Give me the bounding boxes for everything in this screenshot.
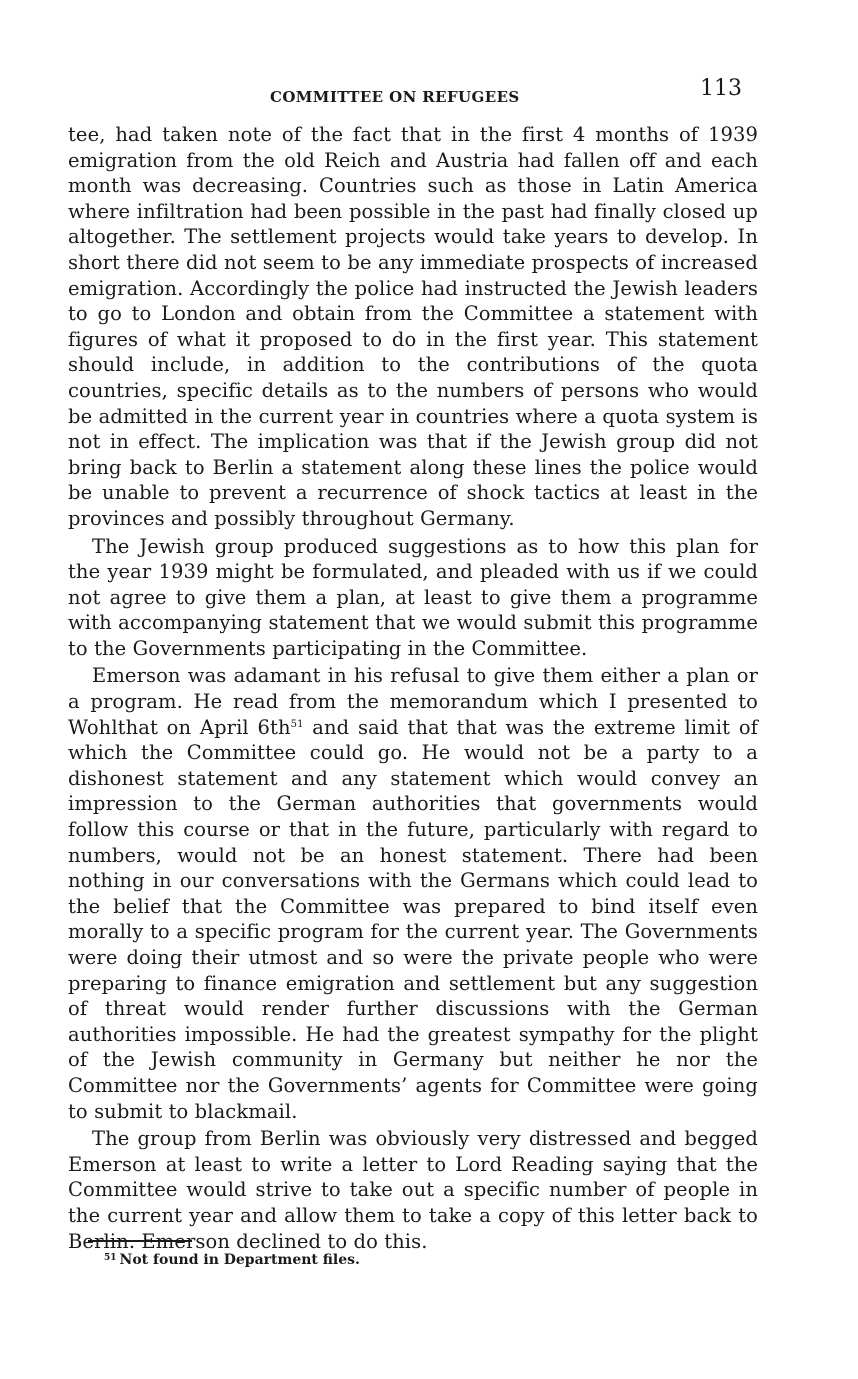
paragraph-text: The Jewish group produced suggestions as to how this plan for the year 1939 might be formulated, and pleaded with us if we could not agree to give them a plan, at least to give them a programme with accompanying statement that we would submit this programme to the Governments participating in the Committee.	[68, 534, 758, 660]
paragraph-text: tee, had taken note of the fact that in the first 4 months of 1939 emigration from the old Reich and Austria had fallen off and each month was decreasing. Countries such as those in Latin America where infiltration had been possible in the past had finally closed up altogether. The settlement projects would take years to develop. In short there did not seem to be any immediate prospects of increased emigration. Accordingly the police had instructed the Jewish leaders to go to London and obtain from the Committee a statement with figures of what it proposed to do in the first year. This statement should include, in addition to the contributions of the quota countries, specific details as to the numbers of persons who would be admitted in the current year in countries where a quota system is not in effect. The implication was that if the Jewish group did not bring back to Berlin a statement along these lines the police would be unable to prevent a recurrence of shock tactics at least in the provinces and possibly throughout Germany.	[68, 123, 758, 530]
page-number: 113	[700, 76, 742, 101]
footnote-reference: 51	[290, 718, 304, 730]
paragraph-text: Emerson was adamant in his refusal to give them either a plan or a program. He read from the memorandum which I presented to Wohlthat on April 6th	[68, 664, 758, 739]
footnote-divider	[88, 1240, 192, 1242]
paragraph-continuation	[68, 122, 758, 532]
footnote-text: Not found in Department files.	[119, 1252, 360, 1268]
paragraph-text: and said that that was the extreme limit of which the Committee could go. He would not be a party to a dishonest statement and any statement which would convey an impression to the German authorities that governments would follow this course or that in the future, particularly with regard to numbers, would not be an honest statement. There had been nothing in our conversations with the Germans which could lead to the belief that the Committee was prepared to bind itself even morally to a specific program for the current year. The Governments were doing their utmost and so were the private people who were preparing to finance emigration and settlement but any suggestion of threat would render further discussions with the German authorities impossible. He had the greatest sympathy for the plight of the Jewish community in Germany but neither he nor the Committee nor the Governments’ agents for Committee were going to submit to blackmail.	[68, 715, 758, 1123]
paragraph-jewish-group-suggestions	[68, 534, 758, 662]
footnote	[104, 1252, 360, 1268]
paragraph-text: The group from Berlin was obviously very distressed and begged Emerson at least to write a letter to Lord Reading saying that the Committee would strive to take out a specific number of people in the current year and allow them to take a copy of this letter back to Berlin. Emerson declined to do this.	[68, 1127, 758, 1253]
body-text	[68, 122, 758, 1254]
paragraph-berlin-group	[68, 1126, 758, 1254]
footnote-marker: 51	[104, 1253, 117, 1263]
paragraph-emerson-refusal	[68, 663, 758, 1124]
running-head: COMMITTEE ON REFUGEES	[270, 88, 520, 106]
